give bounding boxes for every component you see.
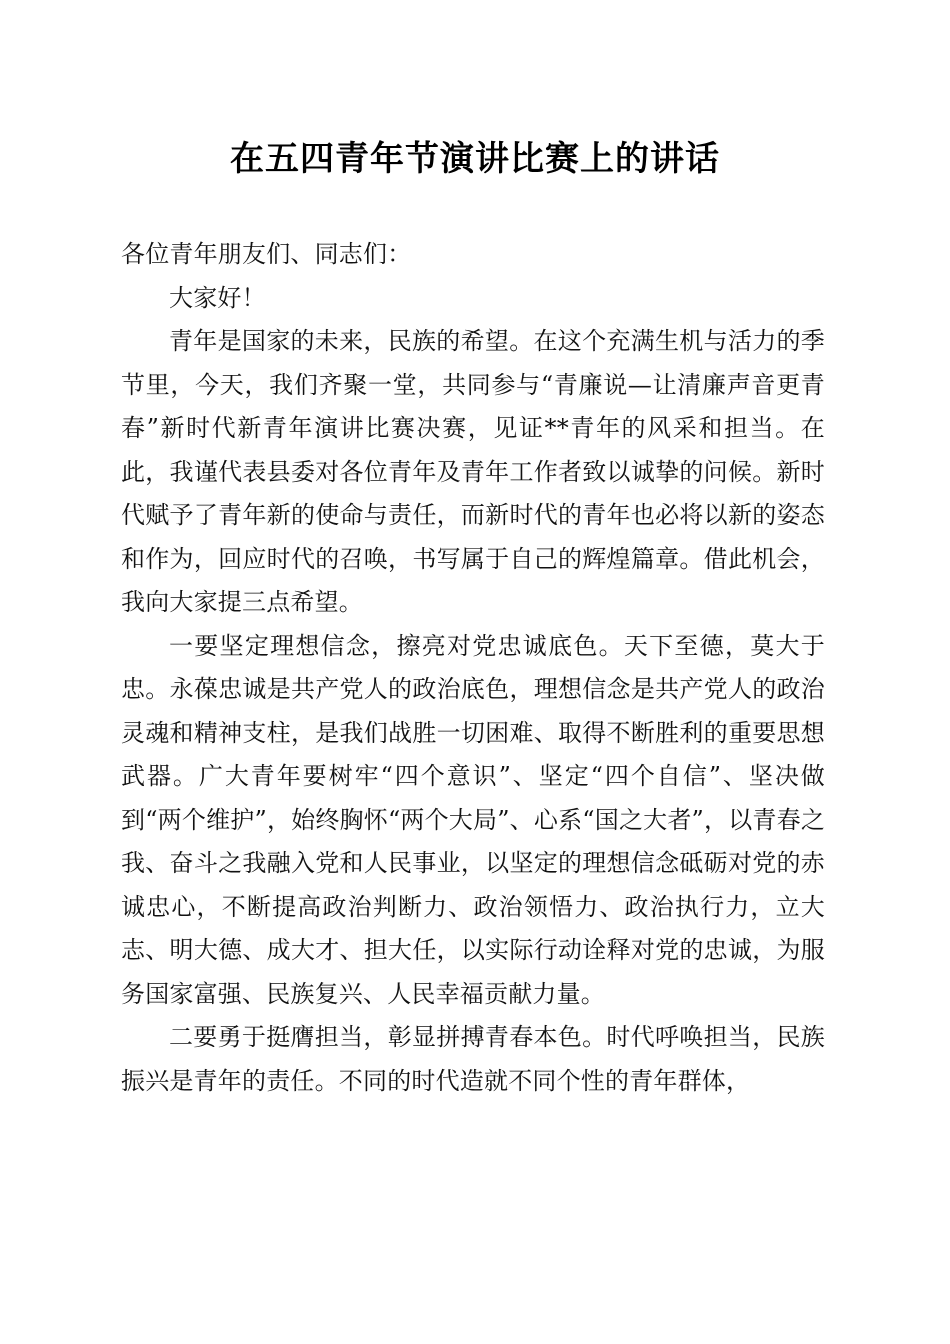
document-body bbox=[121, 233, 825, 1103]
paragraph-3: 二要勇于挺膺担当，彰显拼搏青春本色。时代呼唤担当，民族振兴是青年的责任。不同的时代造就不同个性的青年群体， bbox=[121, 1023, 825, 1095]
document-title: 在五四青年节演讲比赛上的讲话 bbox=[230, 139, 720, 179]
salutation: 各位青年朋友们、同志们： bbox=[121, 240, 412, 268]
greeting: 大家好！ bbox=[169, 283, 266, 312]
paragraph-2: 一要坚定理想信念，擦亮对党忠诚底色。天下至德，莫大于忠。永葆忠诚是共产党人的政治底色，理想信念是共产党人的政治灵魂和精神支柱，是我们战胜一切困难、取得不断胜利的重要思想武器。广大青年要树牢“四个意识”、坚定“四个自信”、坚决做到“两个维护”，始终胸怀“两个大局”、心系“国之大者”，以青春之我、奋斗之我融入党和人民事业，以坚定的理想信念砥砺对党的赤诚忠心，不断提高政治判断力、政治领悟力、政治执行力，立大志、明大德、成大才、担大任，以实际行动诠释对党的忠诚，为服务国家富强、民族复兴、人民幸福贡献力量。 bbox=[121, 631, 826, 1008]
paragraph-1: 青年是国家的未来，民族的希望。在这个充满生机与活力的季节里，今天，我们齐聚一堂，共同参与“青廉说—让清廉声音更青春”新时代新青年演讲比赛决赛，见证**青年的风采和担当。在此，我谨代表县委对各位青年及青年工作者致以诚挚的问候。新时代赋予了青年新的使命与责任，而新时代的青年也必将以新的姿态和作为，回应时代的召唤，书写属于自己的辉煌篇章。借此机会，我向大家提三点希望。 bbox=[121, 327, 825, 616]
